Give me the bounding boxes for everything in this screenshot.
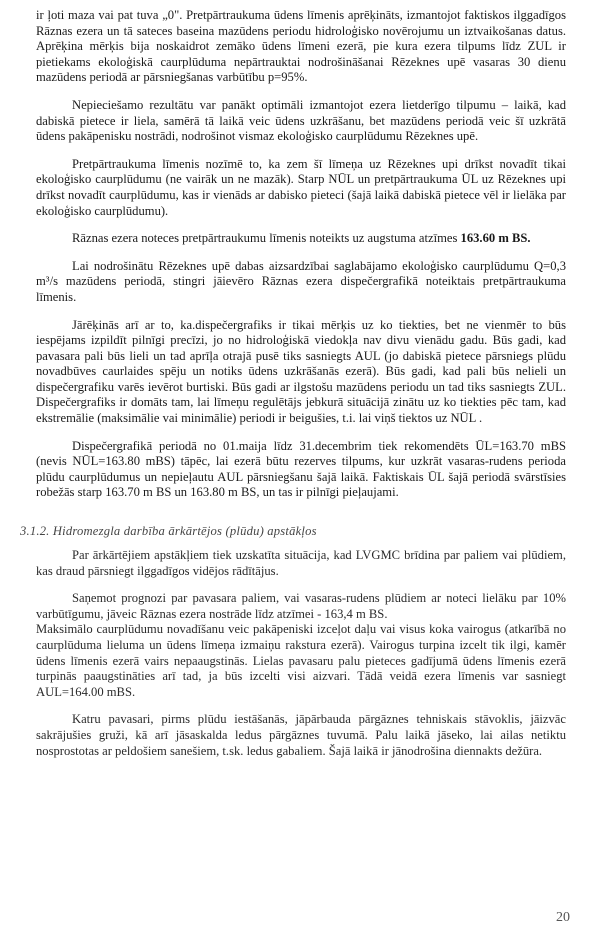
threshold-level-value: 163.60 m BS. <box>460 231 531 246</box>
paragraph-optimal-volume: Nepieciešamo rezultātu var panākt optimāli izmantojot ezera lietderīgo tilpumu – laikā, kad dabiskā pietece ir liela, samērā tā laikā veic ūdens uzkrāšanu, bet mazūdens periodā veic šī uzkrātā ūdens pakāpenisku nostrādi, nodrošinot vismaz ekoloģisko caurplūdumu Rēzeknes upē. <box>36 97 566 144</box>
paragraph-threshold-level <box>36 231 566 247</box>
section-heading: 3.1.2. Hidromezgla darbība ārkārtējos (plūdu) apstākļos <box>20 524 317 539</box>
page-content <box>20 8 566 759</box>
flood-section <box>36 548 566 759</box>
paragraph-max-discharge: Maksimālo caurplūdumu novadīšanu veic pakāpeniski izceļot daļu vai visus koka vairogus (atkarībā no caurplūduma lieluma un ūdens līmeņa izmaiņu rakstura ezerā). Vairogus turpina izcelt tik ilgi, kamēr ūdens līmenis ezerā vairs nepaaugstinās. Lielas pavasaru palu pieteces gadījumā ūdens līmenis ezerā turpinās paaugstināties arī tad, ja būs izcelti visi aizvari. Tādā veidā ezera līmenis var sasniegt AUL=164.00 mBS. <box>36 622 566 699</box>
paragraph-emergency-definition: Par ārkārtējiem apstākļiem tiek uzskatīta situācija, kad LVGMC brīdina par paliem vai plūdiem, kas draud pārsniegt ilggadīgos vidējos rādītājus. <box>36 548 566 578</box>
paragraph-spring-check: Katru pavasari, pirms plūdu iestāšanās, jāpārbauda pārgāznes tehniskais stāvoklis, jāizvāc sakrājušies gruži, kā arī jāsaskalda ledus pārgāznes tuvumā. Palu laikā jāseko, lai ailas netiktu nosprostotas ar peldošiem sanešiem, t.sk. ledus gabaliem. Šajā laikā ir jānodrošina diennakts dežūra. <box>36 712 566 758</box>
paragraph-ecological-flow: Lai nodrošinātu Rēzeknes upē dabas aizsardzībai saglabājamo ekoloģisko caurplūdumu Q=0,3 m³/s mazūdens periodā, stingri jāievēro Rāznas ezera dispečergrafikā noteiktais pretpārtraukuma līmenis. <box>36 258 566 304</box>
threshold-level-text: Rāznas ezera noteces pretpārtraukumu līmenis noteikts uz augstuma atzīmes <box>72 231 461 246</box>
paragraph-continuation: ir ļoti maza vai pat tuva „0". Pretpārtraukuma ūdens līmenis aprēķināts, izmantojot faktiskos ilggadīgos Rāznas ezera un tā sateces baseina mazūdens periodu hidroloģisko novērojumu un iztvaikošanas datus. Aprēķina mērķis bija noskaidrot zemāko ūdens līmeni ezerā, pie kura ezera tilpums līdz ZUL ir pietiekams ekoloģiskā caurplūduma nepārtrauktai nodrošināšanai Rēzeknes upē vasaras 30 dienu mazūdens periodā ar pārsniegšanas varbūtību p=95%. <box>36 8 566 85</box>
paragraph-dispatch-schedule: Jārēķinās arī ar to, ka.dispečergrafiks ir tikai mērķis uz ko tiekties, bet ne vienmēr to būs iespējams izpildīt pilnīgi precīzi, jo no hidroloģiskā viedokļa nav divu vienādu gadu. Būs gadi, kad pavasara pali būs lieli un tad aprīļa otrajā pusē tiks sasniegts AUL (jo dabiskā pietece pārsniegs plūdu novadbūves caurlaides spēju un notiks ūdens uzkrāšanās ezerā). Būs gadi, kad pali būs nelieli un dispečergrafiku varēs ievērot burtiski. Būs gadi ar ilgstošu mazūdens periodu un tad tiks sasniegts ZUL. Dispečergrafiks ir domāts tam, lai līmeņu regulētājs jebkurā situācijā zinātu uz ko tiekties pēc tam, kad ekstremālie (maksimālie vai minimālie) periodi ir beigušies, t.i. lai viņš tiektos uz NŪL . <box>36 317 566 426</box>
paragraph-recommended-level: Dispečergrafikā periodā no 01.maija līdz 31.decembrim tiek rekomendēts ŪL=163.70 mBS (nevis NŪL=163.80 mBS) tāpēc, lai ezerā būtu rezerves tilpums, kur uzkrāt vasaras-rudens perioda plūdu caurplūdumus un nepieļautu AUL pārsniegšanu šajā laikā. Faktiskais ŪL šajā periodā svārstīsies robežās starp 163.70 m BS un 163.80 m BS, un tas ir pilnīgi pieļaujami. <box>36 438 566 500</box>
page-number: 20 <box>556 910 570 925</box>
paragraph-forecast: Saņemot prognozi par pavasara paliem, vai vasaras-rudens plūdiem ar noteci lielāku par 10% varbūtīgumu, jāveic Rāznas ezera nostrāde līdz atzīmei - 163,4 m BS. <box>36 591 566 621</box>
paragraph-threshold-meaning: Pretpārtraukuma līmenis nozīmē to, ka zem šī līmeņa uz Rēzeknes upi drīkst novadīt tikai ekoloģisko caurplūdumu (ne vairāk un ne mazāk). Starp NŪL un pretpārtraukuma ŪL uz Rēzeknes upi drīkst novadīt caurplūdumu, kas ir vienāds ar dabisko pieteci (šajā laikā dabiskā pietece vēl ir lielāka par ekoloģisko caurplūdumu). <box>36 156 566 218</box>
